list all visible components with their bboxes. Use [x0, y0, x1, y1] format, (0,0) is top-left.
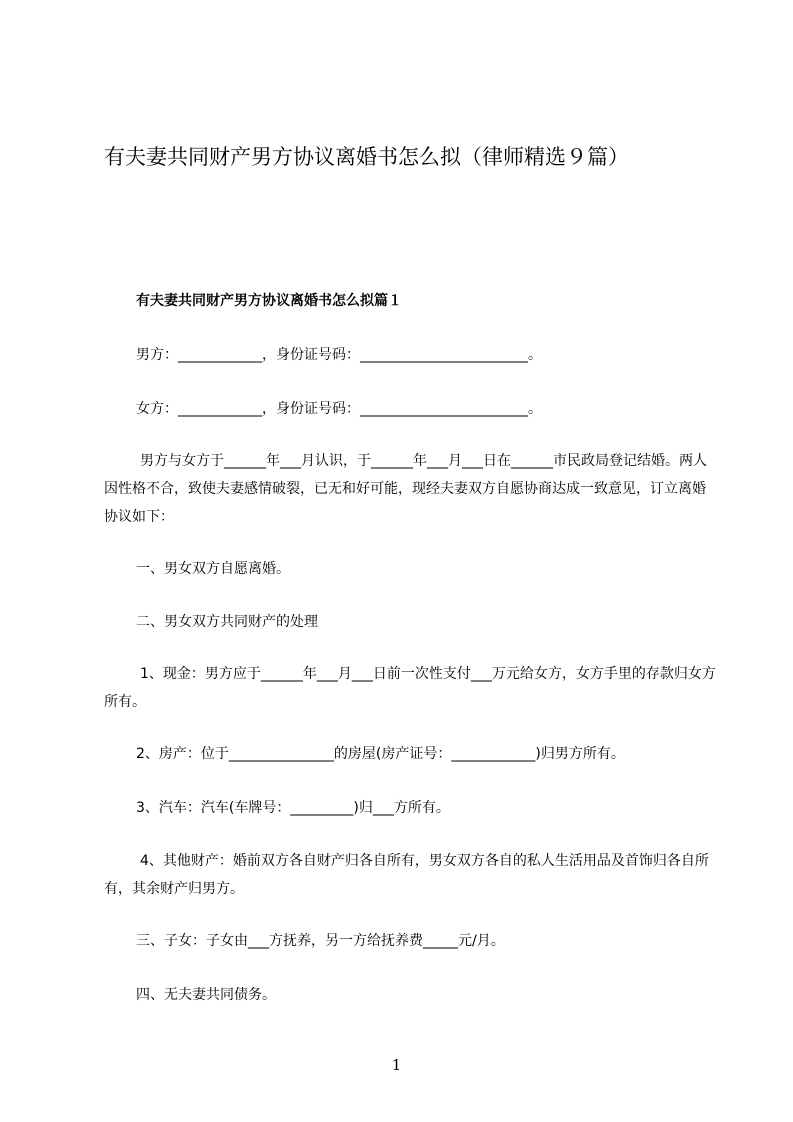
section-title: 有夫妻共同财产男方协议离婚书怎么拟篇１ [136, 293, 402, 309]
paragraph-debts: 四、无夫妻共同债务。 [136, 987, 276, 1003]
page-number: 1 [391, 1056, 402, 1074]
paragraph-male-party: 男方：____________，身份证号码：________________________。 [136, 347, 542, 363]
paragraph-children: 三、子女：子女由___方抚养，另一方给抚养费_____元/月。 [136, 933, 505, 949]
document-title: 有夫妻共同财产男方协议离婚书怎么拟（律师精选９篇） [104, 145, 629, 169]
paragraph-clause-2: 二、男女双方共同财产的处理 [136, 614, 318, 630]
paragraph-house: 2、房产：位于_______________的房屋(房产证号：____________)归男方所有。 [136, 746, 625, 762]
paragraph-intro: 男方与女方于______年___月认识，于______年___月___日在______市民政局登记结婚。两人因性格不合，致使夫妻感情破裂，已无和好可能，现经夫妻双方自愿协商达成一致意见，订立离婚协议如下： [104, 453, 707, 525]
paragraph-female-party: 女方：____________，身份证号码：________________________。 [136, 401, 542, 417]
paragraph-clause-1: 一、男女双方自愿离婚。 [136, 561, 290, 577]
paragraph-cash: 1、现金：男方应于______年___月___日前一次性支付___万元给女方，女方手里的存款归女方所有。 [104, 666, 716, 710]
paragraph-other-property: 4、其他财产：婚前双方各自财产归各自所有，男女双方各自的私人生活用品及首饰归各自所有，其余财产归男方。 [104, 853, 709, 897]
paragraph-car: 3、汽车：汽车(车牌号：_________)归___方所有。 [136, 800, 450, 816]
